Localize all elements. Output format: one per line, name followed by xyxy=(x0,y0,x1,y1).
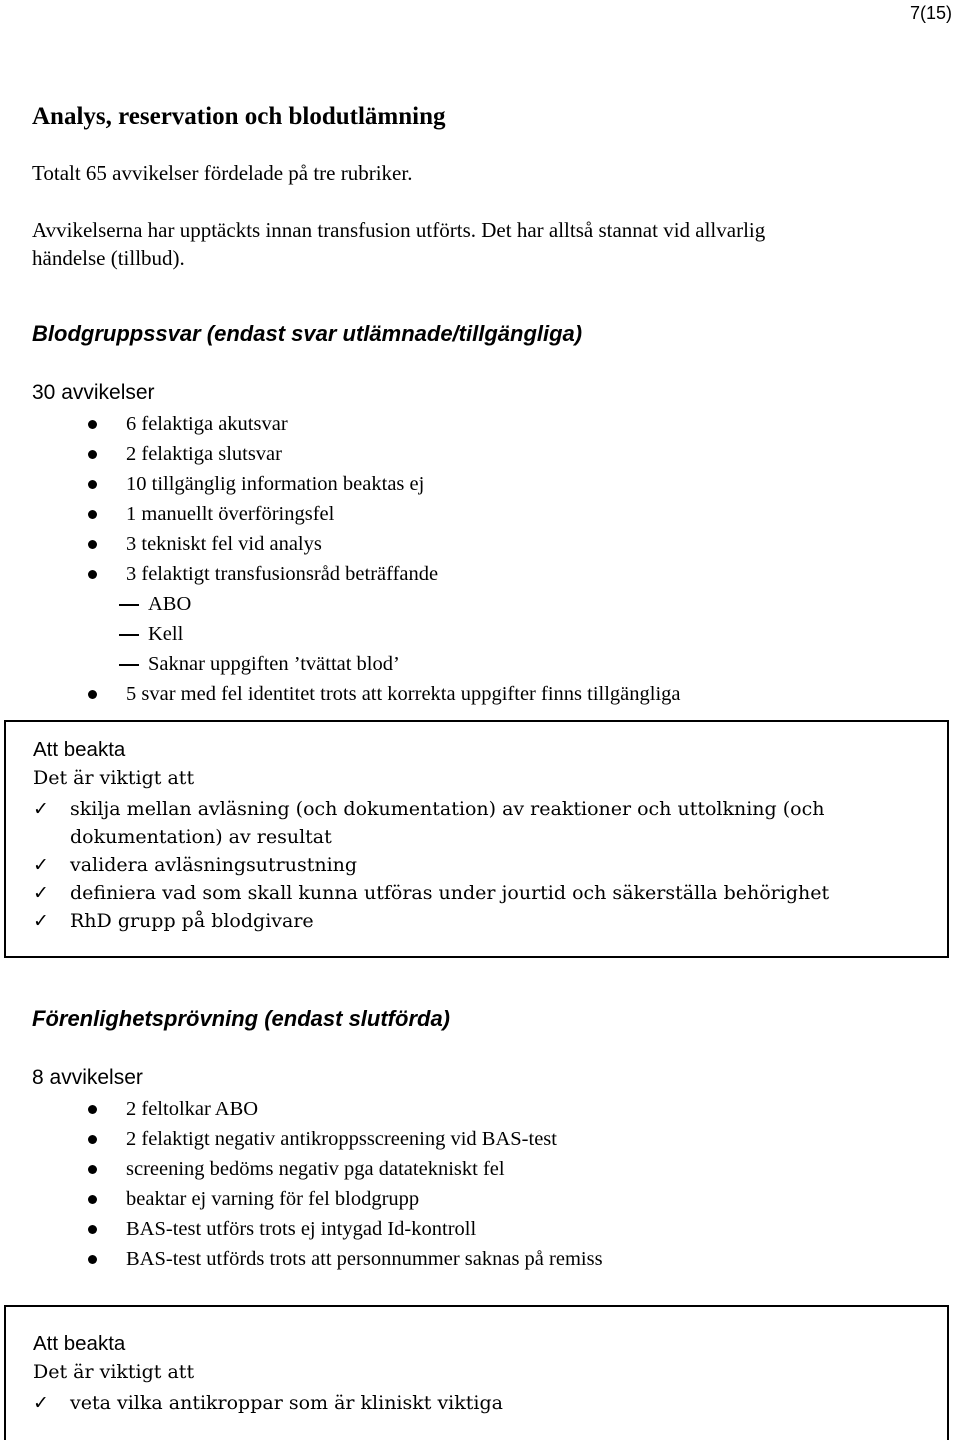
section-title-forenlighetsprovning: Förenlighetsprövning (endast slutförda) xyxy=(32,1006,451,1031)
page-title: Analys, reservation och blodutlämning xyxy=(32,103,446,130)
checkmark-icon: ✓ xyxy=(33,882,49,904)
dash-icon xyxy=(119,634,139,636)
bullet-dot-icon xyxy=(88,1195,97,1204)
bullet-dot-icon xyxy=(88,1105,97,1114)
sub-list-item: Saknar uppgiften ’tvättat blod’ xyxy=(0,649,960,679)
checkmark-icon: ✓ xyxy=(33,854,49,876)
bullet-dot-icon xyxy=(88,1255,97,1264)
bullet-dot-icon xyxy=(88,510,97,519)
bullet-dot-icon xyxy=(88,690,97,699)
bullet-dot-icon xyxy=(88,420,97,429)
list-item: beaktar ej varning för fel blodgrupp xyxy=(0,1184,960,1214)
deviation-list xyxy=(0,409,960,709)
bullet-dot-icon xyxy=(88,480,97,489)
list-item: 3 tekniskt fel vid analys xyxy=(0,529,960,559)
sub-list-item: ABO xyxy=(0,589,960,619)
sub-list-item: Kell xyxy=(0,619,960,649)
intro-line-2: Avvikelserna har upptäckts innan transfusion utförts. Det har alltså stannat vid allvarlig xyxy=(32,218,766,242)
list-item: 6 felaktiga akutsvar xyxy=(0,409,960,439)
note-box xyxy=(4,1305,949,1440)
list-item: 2 felaktiga slutsvar xyxy=(0,439,960,469)
list-item: 2 feltolkar ABO xyxy=(0,1094,960,1124)
bullet-dot-icon xyxy=(88,1225,97,1234)
intro-line-3: händelse (tillbud). xyxy=(32,246,185,270)
bullet-dot-icon xyxy=(88,570,97,579)
note-heading: Att beakta xyxy=(33,1332,126,1355)
note-intro: Det är viktigt att xyxy=(33,767,195,789)
checklist xyxy=(2,795,829,935)
list-item: 5 svar med fel identitet trots att korrekta uppgifter finns tillgängliga xyxy=(0,679,960,709)
page-number: 7(15) xyxy=(909,3,952,23)
checklist-item: ✓ skilja mellan avläsning (och dokumentation) av reaktioner och uttolkning (och xyxy=(2,795,829,823)
checklist xyxy=(2,1389,503,1417)
checklist-item: ✓ veta vilka antikroppar som är kliniskt viktiga xyxy=(2,1389,503,1417)
list-item: 3 felaktigt transfusionsråd beträffande xyxy=(0,559,960,589)
checklist-item: ✓ definiera vad som skall kunna utföras under jourtid och säkerställa behörighet xyxy=(2,879,829,907)
dash-icon xyxy=(119,604,139,606)
checklist-item: ✓ RhD grupp på blodgivare xyxy=(2,907,829,935)
list-item: screening bedöms negativ pga datatekniskt fel xyxy=(0,1154,960,1184)
list-item: 1 manuellt överföringsfel xyxy=(0,499,960,529)
section-title-blodgruppssvar: Blodgruppssvar (endast svar utlämnade/tillgängliga) xyxy=(32,321,583,346)
list-item: BAS-test utförs trots ej intygad Id-kontroll xyxy=(0,1214,960,1244)
note-heading: Att beakta xyxy=(33,738,126,761)
note-box xyxy=(4,720,949,958)
section-count: 8 avvikelser xyxy=(32,1066,143,1089)
checklist-item-continuation: dokumentation) av resultat xyxy=(70,826,332,848)
section-count: 30 avvikelser xyxy=(32,381,155,404)
bullet-dot-icon xyxy=(88,450,97,459)
dash-icon xyxy=(119,664,139,666)
checkmark-icon: ✓ xyxy=(33,1392,49,1414)
checklist-item: ✓ validera avläsningsutrustning xyxy=(2,851,829,879)
note-intro: Det är viktigt att xyxy=(33,1361,195,1383)
list-item: 10 tillgänglig information beaktas ej xyxy=(0,469,960,499)
list-item: BAS-test utförds trots att personnummer saknas på remiss xyxy=(0,1244,960,1274)
bullet-dot-icon xyxy=(88,1135,97,1144)
intro-line-1: Totalt 65 avvikelser fördelade på tre rubriker. xyxy=(32,161,413,185)
bullet-dot-icon xyxy=(88,540,97,549)
checkmark-icon: ✓ xyxy=(33,798,49,820)
bullet-dot-icon xyxy=(88,1165,97,1174)
list-item: 2 felaktigt negativ antikroppsscreening vid BAS-test xyxy=(0,1124,960,1154)
checkmark-icon: ✓ xyxy=(33,910,49,932)
deviation-list xyxy=(0,1094,960,1274)
